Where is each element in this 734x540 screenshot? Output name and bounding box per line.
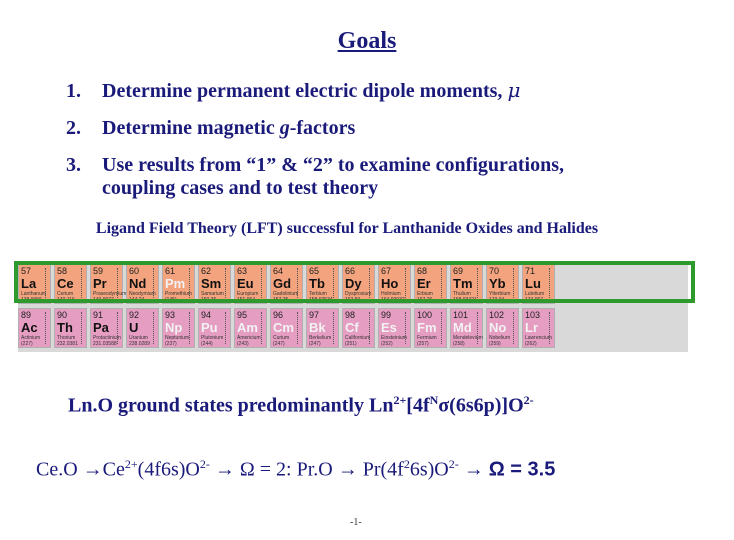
element-cell-am bbox=[234, 308, 267, 348]
superscript: 2- bbox=[448, 457, 459, 471]
element-name: Ytterbium bbox=[489, 291, 511, 297]
element-name: Promethium bbox=[165, 291, 192, 297]
atomic-number: 63 bbox=[237, 266, 248, 276]
atomic-mass: (237) bbox=[165, 341, 177, 347]
atomic-mass: 173.04 bbox=[489, 297, 505, 303]
element-name: Uranium bbox=[129, 335, 148, 341]
goal-text: Determine permanent electric dipole moments, bbox=[102, 80, 508, 102]
ground-state-text: Ln.O ground states predominantly Ln bbox=[68, 394, 394, 417]
element-symbol: Ac bbox=[21, 320, 38, 335]
electron-shell-marks bbox=[477, 312, 481, 344]
atomic-number: 69 bbox=[453, 266, 464, 276]
ground-state-text: σ(6s6p)]O bbox=[438, 394, 524, 417]
element-name: Gadolinium bbox=[273, 291, 299, 297]
pro-omega-result: Ω = 3.5 bbox=[488, 458, 556, 481]
element-name: Erbium bbox=[417, 291, 433, 297]
electron-shell-marks bbox=[189, 312, 193, 344]
element-symbol: Am bbox=[237, 320, 258, 335]
element-symbol: Sm bbox=[201, 276, 222, 291]
example-text: (4f6s)O bbox=[137, 458, 200, 481]
element-cell-th bbox=[54, 308, 87, 348]
atomic-number: 64 bbox=[273, 266, 284, 276]
element-cell-es bbox=[378, 308, 411, 348]
element-cell-u bbox=[126, 308, 159, 348]
element-name: Actinium bbox=[21, 335, 41, 341]
electron-shell-marks bbox=[153, 312, 157, 344]
element-cell-no bbox=[486, 308, 519, 348]
page-title: Goals bbox=[337, 28, 397, 54]
element-cell-np bbox=[162, 308, 195, 348]
element-cell-pu bbox=[198, 308, 231, 348]
superscript: 2+ bbox=[124, 457, 138, 471]
element-name: Holmium bbox=[381, 291, 401, 297]
element-name: Neodymium bbox=[129, 291, 156, 297]
element-cell-cf bbox=[342, 308, 375, 348]
element-symbol: Bk bbox=[309, 320, 326, 335]
atomic-mass: 232.0381 bbox=[57, 341, 78, 347]
electron-shell-marks bbox=[225, 312, 229, 344]
goal-number: 2. bbox=[66, 117, 81, 139]
element-symbol: Er bbox=[417, 276, 431, 291]
atomic-number: 90 bbox=[57, 310, 68, 320]
electron-shell-marks bbox=[117, 312, 121, 344]
element-symbol: Pr bbox=[93, 276, 107, 291]
element-name: Plutonium bbox=[201, 335, 224, 341]
element-name: Thulium bbox=[453, 291, 471, 297]
superscript: 2- bbox=[199, 457, 210, 471]
element-name: Neptunium bbox=[165, 335, 190, 341]
superscript: 2+ bbox=[393, 393, 407, 407]
atomic-mass: 144.24 bbox=[129, 297, 145, 303]
electron-shell-marks bbox=[333, 312, 337, 344]
electron-shell-marks bbox=[441, 312, 445, 344]
atomic-number: 92 bbox=[129, 310, 140, 320]
element-symbol: Nd bbox=[129, 276, 147, 291]
goal-text: Use results from “1” & “2” to examine configurations, bbox=[102, 154, 564, 176]
element-name: Terbium bbox=[309, 291, 327, 297]
atomic-number: 61 bbox=[165, 266, 176, 276]
electron-shell-marks bbox=[45, 312, 49, 344]
atomic-number: 100 bbox=[417, 310, 433, 320]
element-name: Lanthanum bbox=[21, 291, 47, 297]
element-symbol: Md bbox=[453, 320, 472, 335]
goal-item-1 bbox=[66, 78, 520, 103]
element-symbol: No bbox=[489, 320, 507, 335]
mu-symbol: μ bbox=[507, 78, 521, 102]
element-symbol: Pu bbox=[201, 320, 218, 335]
lanthanide-highlight-box bbox=[14, 261, 695, 303]
element-name: Californium bbox=[345, 335, 371, 341]
atomic-number: 101 bbox=[453, 310, 469, 320]
element-symbol: Dy bbox=[345, 276, 362, 291]
atomic-number: 60 bbox=[129, 266, 140, 276]
atomic-mass: (247) bbox=[273, 341, 285, 347]
goal-text: -factors bbox=[289, 117, 356, 139]
atomic-number: 58 bbox=[57, 266, 68, 276]
goal-item-2 bbox=[66, 117, 355, 140]
element-name: Europium bbox=[237, 291, 259, 297]
atomic-mass: 138.9055 bbox=[21, 297, 42, 303]
atomic-number: 91 bbox=[93, 310, 104, 320]
example-text: → bbox=[458, 458, 489, 481]
atomic-mass: 157.25 bbox=[273, 297, 289, 303]
atomic-number: 99 bbox=[381, 310, 392, 320]
atomic-number: 97 bbox=[309, 310, 320, 320]
element-cell-cm bbox=[270, 308, 303, 348]
atomic-number: 62 bbox=[201, 266, 212, 276]
element-name: Einsteinium bbox=[381, 335, 407, 341]
atomic-mass: 164.93032 bbox=[381, 297, 405, 303]
electron-shell-marks bbox=[81, 312, 85, 344]
superscript: N bbox=[429, 393, 439, 407]
atomic-number: 94 bbox=[201, 310, 212, 320]
ground-state-statement bbox=[68, 393, 534, 418]
electron-shell-marks bbox=[297, 312, 301, 344]
element-symbol: U bbox=[129, 320, 139, 335]
element-symbol: Lu bbox=[525, 276, 541, 291]
page-number: -1- bbox=[350, 517, 362, 528]
element-name: Thorium bbox=[57, 335, 76, 341]
element-cell-ac bbox=[18, 308, 51, 348]
atomic-mass: 174.967 bbox=[525, 297, 544, 303]
atomic-mass: 238.0289 bbox=[129, 341, 150, 347]
atomic-mass: (145) bbox=[165, 297, 177, 303]
element-name: Lutetium bbox=[525, 291, 545, 297]
element-symbol: Eu bbox=[237, 276, 254, 291]
element-symbol: Th bbox=[57, 320, 73, 335]
atomic-mass: 168.93421 bbox=[453, 297, 477, 303]
element-cell-md bbox=[450, 308, 483, 348]
atomic-number: 67 bbox=[381, 266, 392, 276]
element-symbol: Np bbox=[165, 320, 183, 335]
goal-text: Determine magnetic bbox=[102, 117, 280, 139]
element-name: Praseodymium bbox=[93, 291, 127, 297]
atomic-number: 66 bbox=[345, 266, 356, 276]
atomic-mass: 231.03588 bbox=[93, 341, 117, 347]
atomic-mass: (247) bbox=[309, 341, 321, 347]
atomic-number: 98 bbox=[345, 310, 356, 320]
element-symbol: Tm bbox=[453, 276, 473, 291]
electron-shell-marks bbox=[549, 312, 553, 344]
element-symbol: La bbox=[21, 276, 37, 291]
element-symbol: Yb bbox=[489, 276, 506, 291]
goal-number: 1. bbox=[66, 80, 81, 102]
element-name: Curium bbox=[273, 335, 290, 341]
atomic-mass: (257) bbox=[417, 341, 429, 347]
element-symbol: Lr bbox=[525, 320, 538, 335]
goal-number: 3. bbox=[66, 154, 81, 176]
atomic-number: 68 bbox=[417, 266, 428, 276]
atomic-number: 93 bbox=[165, 310, 176, 320]
atomic-mass: (252) bbox=[381, 341, 393, 347]
element-name: Samarium bbox=[201, 291, 224, 297]
lft-note: Ligand Field Theory (LFT) successful for Lanthanide Oxides and Halides bbox=[95, 220, 599, 237]
atomic-mass: 140.9077 bbox=[93, 297, 114, 303]
atomic-mass: (258) bbox=[453, 341, 465, 347]
atomic-number: 71 bbox=[525, 266, 536, 276]
electron-shell-marks bbox=[261, 312, 265, 344]
superscript: 2- bbox=[523, 393, 534, 407]
atomic-mass: (259) bbox=[489, 341, 501, 347]
atomic-number: 57 bbox=[21, 266, 32, 276]
atomic-number: 89 bbox=[21, 310, 32, 320]
element-name: Cerium bbox=[57, 291, 74, 297]
superscript: 2 bbox=[403, 457, 410, 471]
electron-shell-marks bbox=[405, 312, 409, 344]
element-cell-fm bbox=[414, 308, 447, 348]
atomic-mass: (262) bbox=[525, 341, 537, 347]
atomic-mass: 167.26 bbox=[417, 297, 433, 303]
goal-item-3 bbox=[66, 154, 564, 200]
element-name: Berkelium bbox=[309, 335, 332, 341]
atomic-mass: (227) bbox=[21, 341, 33, 347]
example-text: Ce.O →Ce bbox=[36, 458, 125, 481]
atomic-number: 70 bbox=[489, 266, 500, 276]
atomic-mass: 151.964 bbox=[237, 297, 256, 303]
atomic-number: 59 bbox=[93, 266, 104, 276]
atomic-mass: (244) bbox=[201, 341, 213, 347]
element-symbol: Pa bbox=[93, 320, 109, 335]
actinide-row bbox=[18, 308, 558, 350]
atomic-mass: (251) bbox=[345, 341, 357, 347]
element-name: Fermium bbox=[417, 335, 437, 341]
element-symbol: Fm bbox=[417, 320, 437, 335]
ground-state-text: [4f bbox=[406, 394, 430, 417]
atomic-mass: 158.92534 bbox=[309, 297, 333, 303]
atomic-mass: 140.116 bbox=[57, 297, 75, 303]
element-name: Mendelevium bbox=[453, 335, 483, 341]
element-name: Americium bbox=[237, 335, 261, 341]
atomic-mass: 150.36 bbox=[201, 297, 217, 303]
element-symbol: Cf bbox=[345, 320, 359, 335]
atomic-number: 65 bbox=[309, 266, 320, 276]
atomic-number: 95 bbox=[237, 310, 248, 320]
atomic-number: 96 bbox=[273, 310, 284, 320]
example-text: → Ω = 2: Pr.O → Pr(4f bbox=[209, 458, 404, 481]
element-cell-bk bbox=[306, 308, 339, 348]
element-symbol: Es bbox=[381, 320, 397, 335]
element-symbol: Cm bbox=[273, 320, 294, 335]
electron-shell-marks bbox=[369, 312, 373, 344]
element-name: Protactinium bbox=[93, 335, 121, 341]
example-text: 6s)O bbox=[409, 458, 449, 481]
atomic-mass: (243) bbox=[237, 341, 249, 347]
element-name: Dysprosium bbox=[345, 291, 372, 297]
configuration-examples bbox=[36, 457, 555, 482]
atomic-number: 102 bbox=[489, 310, 505, 320]
element-symbol: Gd bbox=[273, 276, 292, 291]
atomic-mass: 162.50 bbox=[345, 297, 361, 303]
electron-shell-marks bbox=[513, 312, 517, 344]
element-cell-pa bbox=[90, 308, 123, 348]
element-symbol: Pm bbox=[165, 276, 186, 291]
goal-text-italic: g bbox=[279, 117, 290, 139]
atomic-number: 103 bbox=[525, 310, 541, 320]
goal-text-continued: coupling cases and to test theory bbox=[102, 177, 379, 199]
element-cell-lr bbox=[522, 308, 555, 348]
element-symbol: Ce bbox=[57, 276, 74, 291]
element-symbol: Tb bbox=[309, 276, 325, 291]
element-name: Nobelium bbox=[489, 335, 511, 341]
element-name: Lawrencium bbox=[525, 335, 552, 341]
element-symbol: Ho bbox=[381, 276, 399, 291]
